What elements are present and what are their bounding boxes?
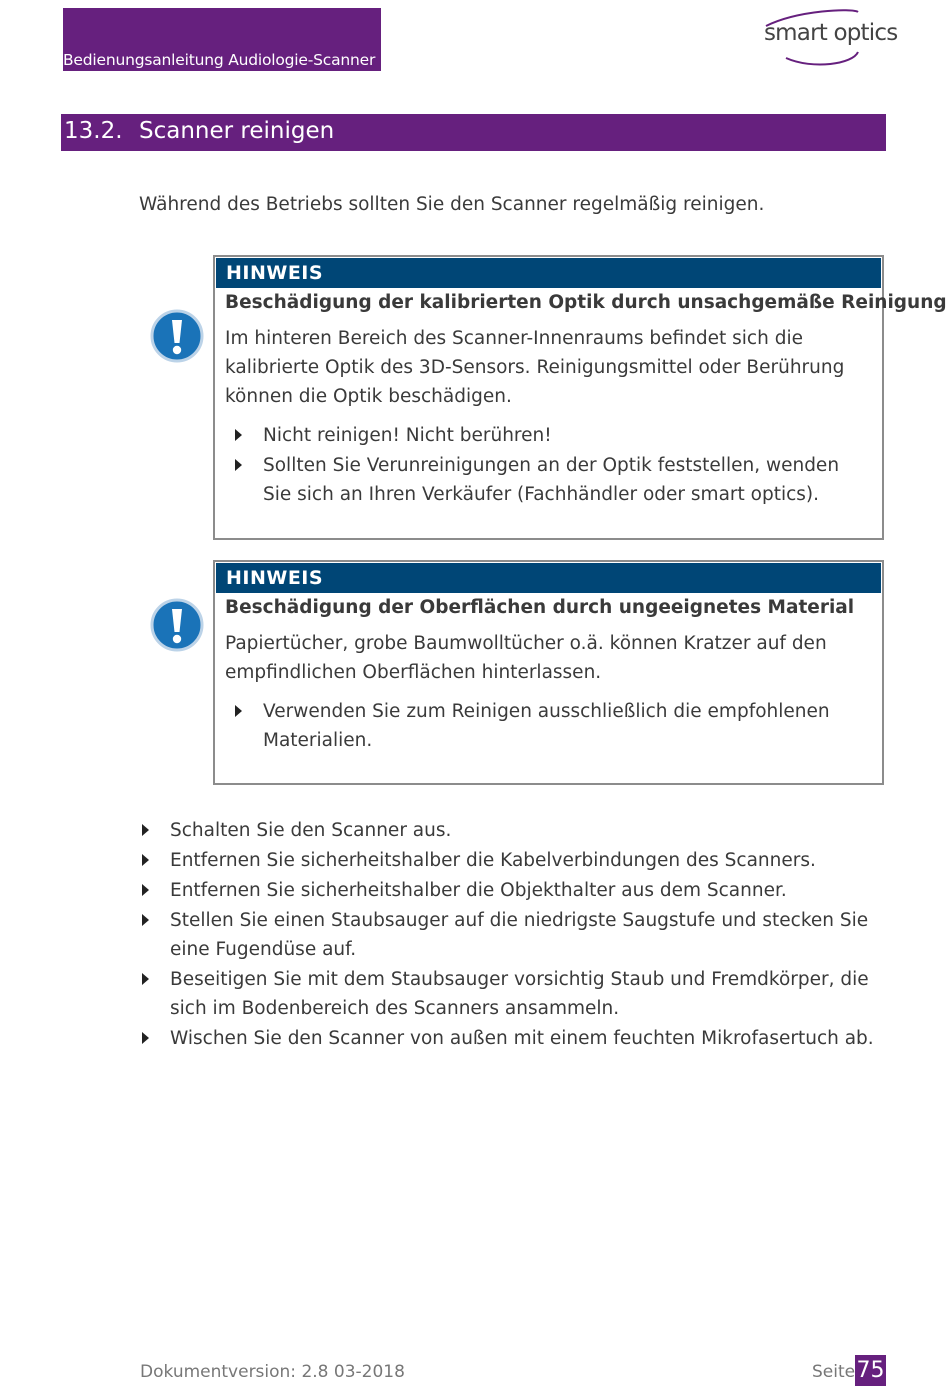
list-item: Verwenden Sie zum Reinigen ausschließlich die empfohlenen Materialien.	[263, 697, 872, 755]
notice-subtitle: Beschädigung der Oberflächen durch ungeeignetes Material	[225, 597, 855, 618]
notice-box-surfaces	[213, 560, 884, 785]
list-item: Entfernen Sie sicherheitshalber die Kabelverbindungen des Scanners.	[170, 846, 880, 875]
cleaning-steps-list	[170, 816, 880, 1054]
notice-body: Im hinteren Bereich des Scanner-Innenraums befindet sich die kalibrierte Optik des 3D-Sensors. Reinigungsmittel oder Berührung können die Optik beschädigen.	[225, 328, 845, 407]
notice-label: HINWEIS	[216, 563, 881, 593]
document-version: Dokumentversion: 2.8 03-2018	[140, 1362, 405, 1382]
list-item: Schalten Sie den Scanner aus.	[170, 816, 880, 845]
list-item: Wischen Sie den Scanner von außen mit einem feuchten Mikrofasertuch ab.	[170, 1024, 880, 1053]
section-number: 13.2.	[64, 118, 123, 144]
document-header-bar	[63, 8, 381, 71]
list-item: Entfernen Sie sicherheitshalber die Objekthalter aus dem Scanner.	[170, 876, 880, 905]
section-title: Scanner reinigen	[139, 118, 335, 144]
notice-label: HINWEIS	[216, 258, 881, 288]
exclamation-warning-icon	[150, 598, 204, 652]
section-heading	[61, 114, 886, 151]
notice-list	[215, 421, 882, 509]
list-item: Sollten Sie Verunreinigungen an der Optik feststellen, wenden Sie sich an Ihren Verkäufer (Fachhändler oder smart optics).	[263, 451, 872, 509]
page-label: Seite	[812, 1362, 856, 1382]
smart-optics-logo	[758, 8, 898, 68]
notice-subtitle: Beschädigung der kalibrierten Optik durch unsachgemäße Reinigung	[225, 292, 947, 313]
list-item: Nicht reinigen! Nicht berühren!	[263, 421, 872, 450]
logo-text: smart optics	[764, 20, 898, 46]
notice-body: Papiertücher, grobe Baumwolltücher o.ä. können Kratzer auf den empfindlichen Oberflächen hinterlassen.	[225, 633, 827, 683]
intro-paragraph: Während des Betriebs sollten Sie den Scanner regelmäßig reinigen.	[139, 194, 765, 215]
page-number: 75	[855, 1355, 886, 1386]
notice-list	[215, 697, 882, 755]
document-title: Bedienungsanleitung Audiologie-Scanner	[63, 51, 376, 69]
notice-box-optics	[213, 255, 947, 540]
exclamation-warning-icon	[150, 309, 204, 363]
list-item: Stellen Sie einen Staubsauger auf die niedrigste Saugstufe und stecken Sie eine Fugendüse auf.	[170, 906, 880, 964]
list-item: Beseitigen Sie mit dem Staubsauger vorsichtig Staub und Fremdkörper, die sich im Bodenbereich des Scanners ansammeln.	[170, 965, 880, 1023]
